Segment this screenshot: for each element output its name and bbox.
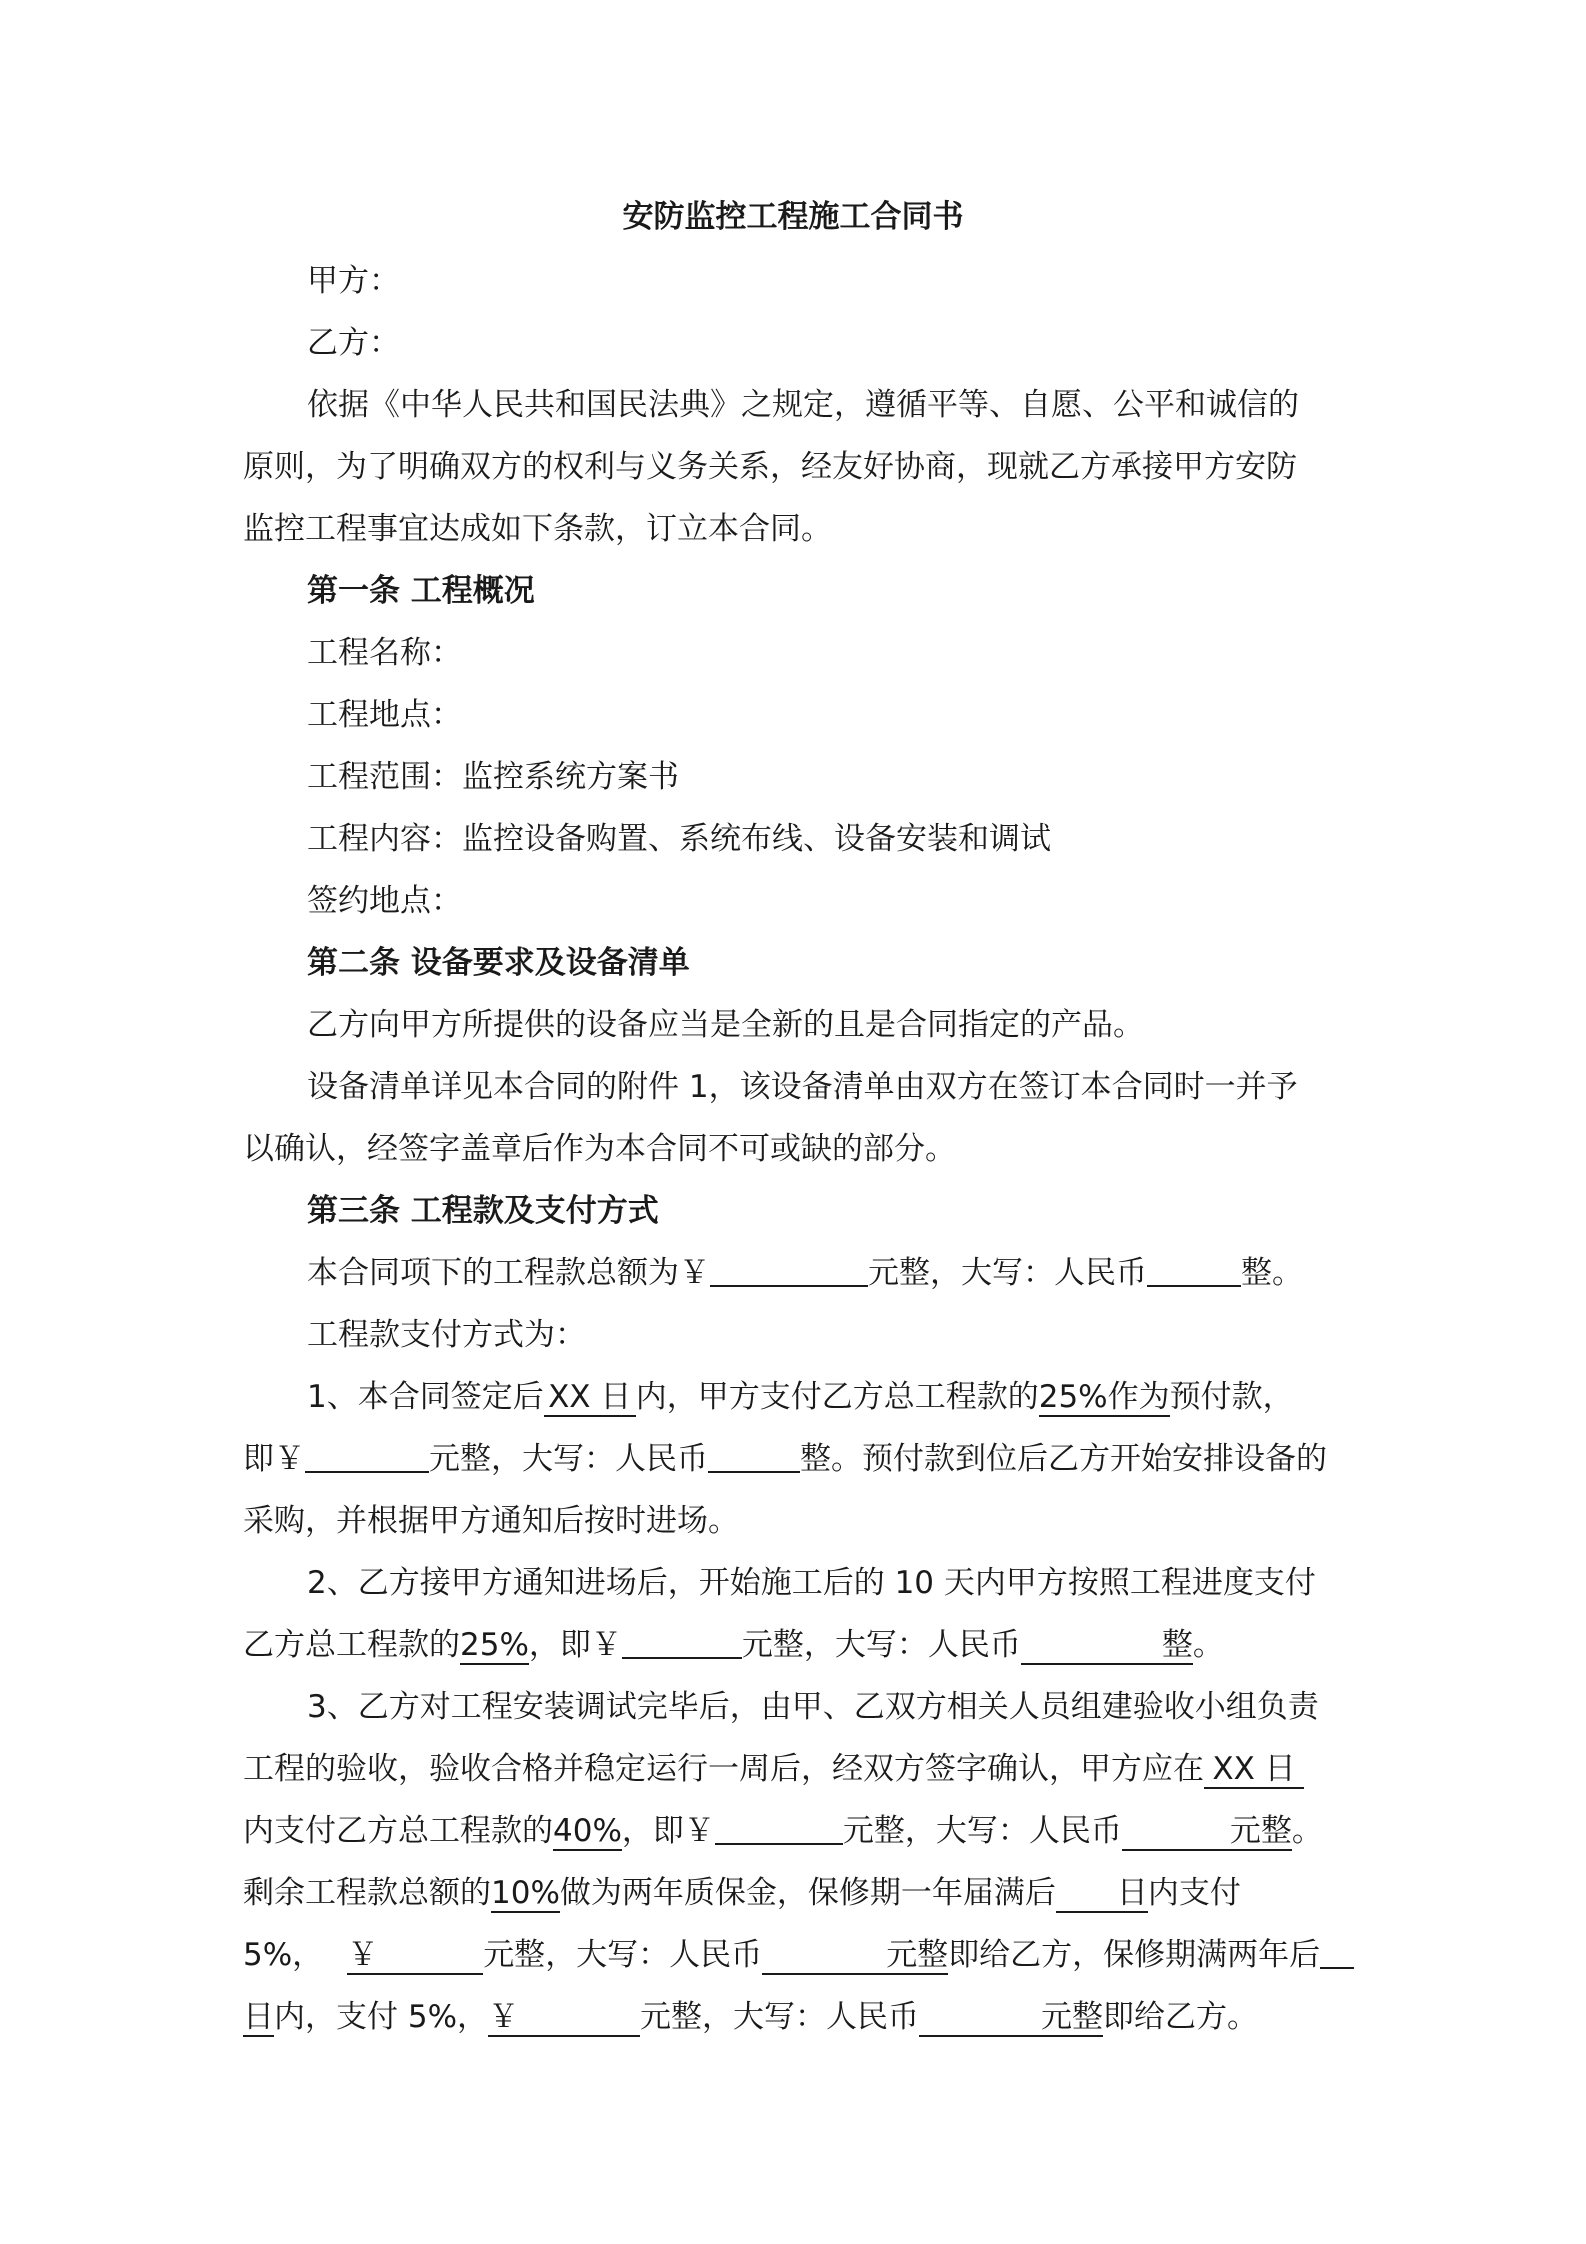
payment-2-text-3: 元整，大写：人民币 (741, 1627, 1021, 1663)
payment-2-amount-blank (622, 1627, 742, 1659)
retention-days-2: 日 (243, 1999, 274, 2035)
total-amount-text-2: 元整，大写：人民币 (868, 1255, 1147, 1291)
payment-3-words-blank: 元整 (1122, 1813, 1292, 1851)
payment-1-days: XX 日 (544, 1379, 636, 1417)
payment-1-amount-blank (305, 1441, 429, 1473)
project-location-field: 工程地点： (307, 697, 462, 733)
payment-1-text-3: 预付款， (1169, 1379, 1294, 1415)
retention-text-9: 元整 (640, 1999, 703, 2035)
retention-amount-blank-1: ￥ (347, 1937, 483, 1975)
payment-2-words-blank: 整 (1021, 1627, 1193, 1665)
payment-1-line-1 (307, 1375, 1353, 1419)
payment-3-text-3: ，即￥ (621, 1813, 715, 1849)
payment-3-text-4: 元整，大写：人民币 (842, 1813, 1122, 1849)
total-amount-blank (710, 1255, 868, 1287)
payment-2-text-4: 。 (1192, 1627, 1224, 1663)
payment-1-text-4: 即￥ (243, 1441, 305, 1477)
project-name-field: 工程名称： (307, 635, 462, 671)
article-3-heading: 第三条 工程款及支付方式 (307, 1193, 659, 1229)
payment-3-text-5: 。 (1291, 1813, 1323, 1849)
total-amount-text: 本合同项下的工程款总额为￥ (307, 1255, 710, 1291)
payment-1-text-6: 整。预付款到位后乙方开始安排设备的 (800, 1441, 1327, 1477)
retention-text-2: 做为两年质保金，保修期一年届满后 (559, 1875, 1056, 1911)
payment-method-label: 工程款支付方式为： (307, 1317, 586, 1353)
payment-3-days: XX 日 (1204, 1751, 1304, 1789)
payment-2-line-2 (243, 1623, 1353, 1667)
retention-text-4: 5%， (243, 1937, 324, 1973)
payment-3-text-2: 内支付乙方总工程款的 (243, 1813, 553, 1849)
retention-percent: 10% (491, 1875, 560, 1911)
payment-2-text: 乙方总工程款的 (243, 1627, 460, 1663)
retention-text-8: 内，支付 5%， (274, 1999, 489, 2035)
total-amount-words-blank (1147, 1255, 1241, 1287)
retention-days-blank-1: 日 (1056, 1875, 1148, 1913)
article-2-line-1: 乙方向甲方所提供的设备应当是全新的且是合同指定的产品。 (307, 1007, 1144, 1043)
retention-text-3: 内支付 (1147, 1875, 1241, 1911)
payment-3-percent: 40% (553, 1813, 622, 1849)
total-amount-line (307, 1251, 1353, 1295)
party-a-label: 甲方： (307, 263, 400, 299)
payment-3-amount-blank (715, 1813, 843, 1845)
party-b-label: 乙方： (307, 325, 400, 361)
payment-3-line-3 (243, 1809, 1353, 1853)
preamble-line-1: 依据《中华人民共和国民法典》之规定，遵循平等、自愿、公平和诚信的 (307, 387, 1299, 423)
retention-days-blank-2 (1320, 1937, 1354, 1969)
payment-3-line-6 (243, 1995, 1353, 2039)
document-title: 安防监控工程施工合同书 (622, 199, 964, 235)
article-1-heading: 第一条 工程概况 (307, 573, 535, 609)
payment-1-line-3: 采购，并根据甲方通知后按时进场。 (243, 1503, 739, 1539)
total-amount-text-3: 整。 (1241, 1255, 1303, 1291)
payment-3-line-5 (243, 1933, 1353, 1977)
payment-1-text-2: 内，甲方支付乙方总工程款的 (635, 1379, 1039, 1415)
retention-words-blank-2: 元整 (919, 1999, 1103, 2037)
retention-amount-blank-2: ￥ (488, 1999, 640, 2037)
payment-1-words-blank (708, 1441, 800, 1473)
retention-text-10: ，大写：人民币 (702, 1999, 920, 2035)
retention-text-5: 元整 (483, 1937, 546, 1973)
payment-3-line-4 (243, 1871, 1353, 1915)
retention-words-blank-1: 元整 (762, 1937, 948, 1975)
project-scope-field: 工程范围：监控系统方案书 (307, 759, 679, 795)
payment-2-percent: 25% (460, 1627, 529, 1663)
payment-1-text-5: 元整，大写：人民币 (429, 1441, 708, 1477)
payment-3-line-1: 3、乙方对工程安装调试完毕后，由甲、乙双方相关人员组建验收小组负责 (307, 1689, 1319, 1725)
payment-2-text-2: ，即￥ (528, 1627, 622, 1663)
retention-text-11: 即给乙方。 (1103, 1999, 1259, 2035)
retention-text: 剩余工程款总额的 (243, 1875, 491, 1911)
retention-text-6: ，大写：人民币 (545, 1937, 763, 1973)
payment-3-text: 工程的验收，验收合格并稳定运行一周后，经双方签字确认，甲方应在 (243, 1751, 1204, 1787)
article-2-line-3: 以确认，经签字盖章后作为本合同不可或缺的部分。 (243, 1131, 956, 1167)
project-content-field: 工程内容：监控设备购置、系统布线、设备安装和调试 (307, 821, 1051, 857)
payment-1-line-2 (243, 1437, 1353, 1481)
payment-1-percent: 25%作为 (1038, 1379, 1170, 1415)
preamble-line-2: 原则，为了明确双方的权利与义务关系，经友好协商，现就乙方承接甲方安防 (243, 449, 1297, 485)
payment-2-line-1: 2、乙方接甲方通知进场后，开始施工后的 10 天内甲方按照工程进度支付 (307, 1565, 1316, 1601)
article-2-heading: 第二条 设备要求及设备清单 (307, 945, 690, 981)
retention-text-7: 即给乙方，保修期满两年后 (948, 1937, 1321, 1973)
article-2-line-2: 设备清单详见本合同的附件 1，该设备清单由双方在签订本合同时一并予 (307, 1069, 1298, 1105)
preamble-line-3: 监控工程事宜达成如下条款，订立本合同。 (243, 511, 832, 547)
signing-place-field: 签约地点： (307, 883, 462, 919)
payment-1-text: 1、本合同签定后 (307, 1379, 544, 1415)
payment-3-line-2 (243, 1747, 1353, 1791)
